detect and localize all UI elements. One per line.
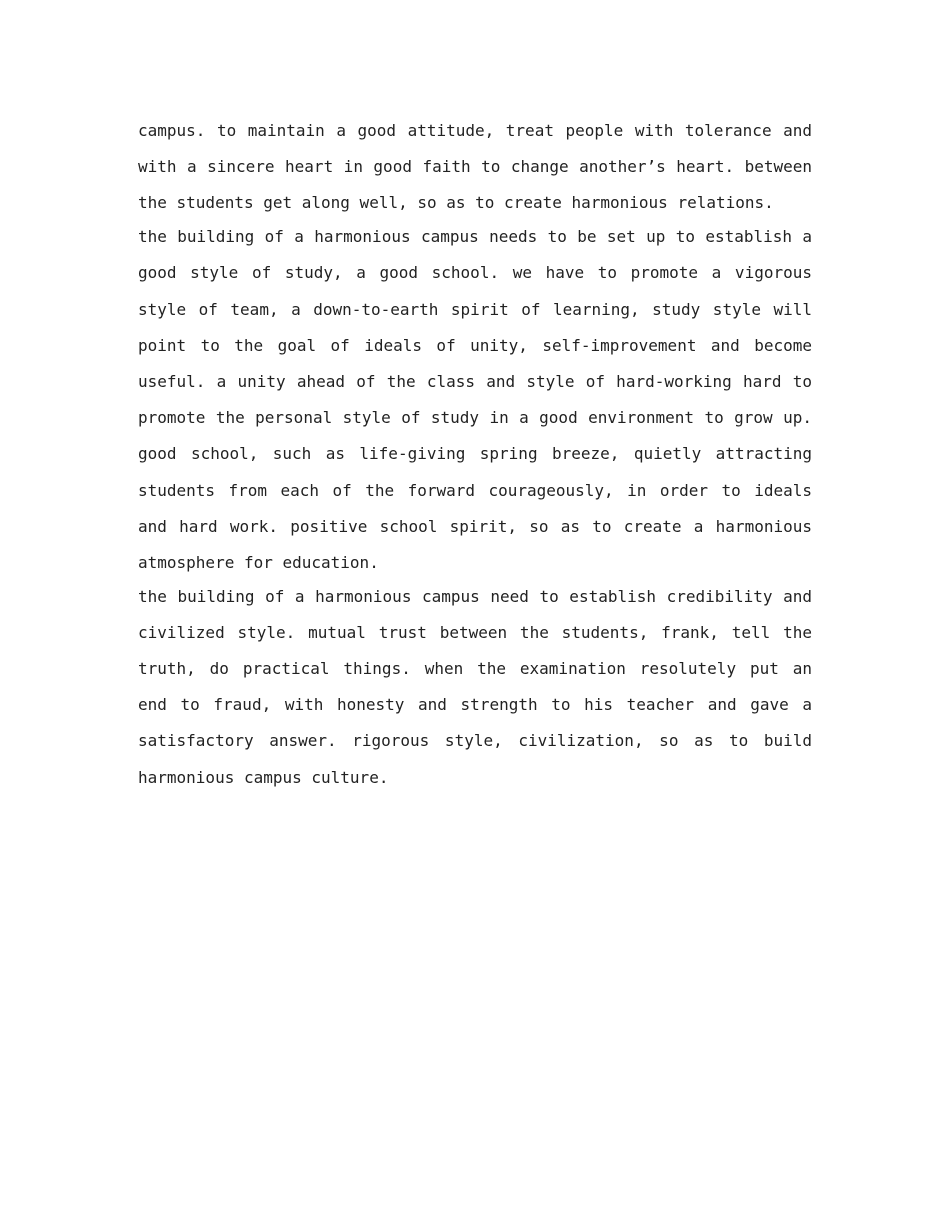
document-body	[138, 113, 812, 796]
paragraph-3: the building of a harmonious campus need to establish credibility and civilized style. mutual trust between the students, frank, tell the truth, do practical things. when the examination resolutely put an end to fraud, with honesty and strength to his teacher and gave a satisfactory answer. rigorous style, civilization, so as to build harmonious campus culture.	[138, 586, 812, 787]
paragraph-2: the building of a harmonious campus needs to be set up to establish a good style of study, a good school. we have to promote a vigorous style of team, a down-to-earth spirit of learning, study style will point to the goal of ideals of unity, self-improvement and become useful. a unity ahead of the class and style of hard-working hard to promote the personal style of study in a good environment to grow up. good school, such as life-giving spring breeze, quietly attracting students from each of the forward courageously, in order to ideals and hard work. positive school spirit, so as to create a harmonious atmosphere for education.	[138, 227, 812, 572]
paragraph-1: campus. to maintain a good attitude, treat people with tolerance and with a sincere heart in good faith to change another’s heart. between the students get along well, so as to create harmonious relations.	[138, 121, 812, 213]
